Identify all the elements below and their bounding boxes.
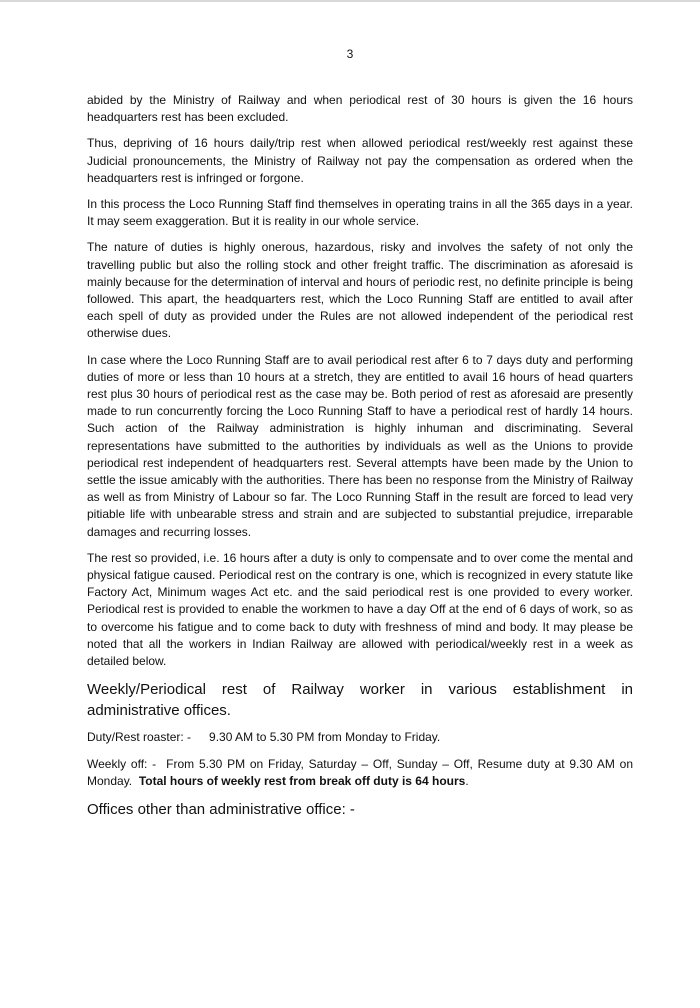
- section-heading-other-offices: Offices other than administrative office: -: [87, 800, 355, 818]
- page-number: 3: [346, 47, 354, 61]
- paragraph-3: In this process the Loco Running Staff find themselves in operating trains in all the 365 days in a year. It may seem exaggeration. But it is reality in our whole service.: [87, 197, 633, 229]
- weekly-off-line: [87, 756, 633, 790]
- duty-roster-line: [87, 729, 633, 746]
- duty-roster-label: Duty/Rest roaster: -: [87, 730, 192, 745]
- weekly-off-end: .: [465, 773, 469, 788]
- paragraph-6: The rest so provided, i.e. 16 hours after a duty is only to compensate and to over come the mental and physical fatigue caused. Periodical rest on the contrary is one, which is recognized in every statute like Factory Act, Minimum wages Act etc. and the said periodical rest is one provided to every worker. Periodical rest is provided to enable the workmen to have a day Off at the end of 6 days of work, so as to overcome his fatigue and to come back to duty with freshness of mind and body. It may please be noted that all the workers in Indian Railway are allowed with periodical/weekly rest in a week as detailed below.: [87, 550, 633, 669]
- top-divider: [0, 0, 700, 2]
- weekly-off-value: From 5.30 PM on Friday, Saturday – Off, Sunday – Off, Resume duty at 9.30 AM on Monday.: [87, 756, 633, 788]
- paragraph-4: The nature of duties is highly onerous, hazardous, risky and involves the safety of not only the travelling public but also the rolling stock and other freight traffic. The discrimination as aforesaid is mainly because for the determination of interval and hours of periodic rest, no definite principle is being followed. This apart, the headquarters rest, which the Loco Running Staff are entitled to avail after each spell of duty as provided under the Rules are not allowed independent of the periodical rest otherwise dues.: [87, 240, 633, 341]
- paragraph-1: abided by the Ministry of Railway and when periodical rest of 30 hours is given the 16 hours headquarters rest has been excluded.: [87, 93, 633, 125]
- duty-roster-value: 9.30 AM to 5.30 PM from Monday to Friday.: [209, 730, 441, 745]
- section-heading-weekly-rest: Weekly/Periodical rest of Railway worker in various establishment in administrative offices.: [87, 681, 633, 720]
- document-body: [87, 92, 633, 820]
- weekly-rest-total: Total hours of weekly rest from break off duty is 64 hours: [138, 773, 466, 788]
- paragraph-2: Thus, depriving of 16 hours daily/trip rest when allowed periodical rest/weekly rest against these Judicial pronouncements, the Ministry of Railway not pay the compensation as ordered when the headquarters rest is infringed or forgone.: [87, 136, 633, 185]
- paragraph-5: In case where the Loco Running Staff are to avail periodical rest after 6 to 7 days duty and performing duties of more or less than 10 hours at a stretch, they are entitled to avail 16 hours of head quarters rest plus 30 hours of periodical rest as the case may be. Both period of rest as aforesaid are presently made to run concurrently forcing the Loco Running Staff to have a periodical rest of hardly 14 hours. Such action of the Railway administration is highly inhuman and discriminating. Several representations have submitted to the authorities by individuals as well as the Unions to provide periodical rest independent of headquarters rest. Several attempts have been made by the Union to settle the issue amicably with the authorities. There has been no response from the Ministry of Railway as well as from Ministry of Labour so far. The Loco Running Staff in the result are forced to lead very pitiable life with unbearable stress and strain and are subjected to substantial prejudice, irreparable damages and recurring losses.: [87, 352, 633, 539]
- weekly-off-label: Weekly off: -: [87, 756, 157, 771]
